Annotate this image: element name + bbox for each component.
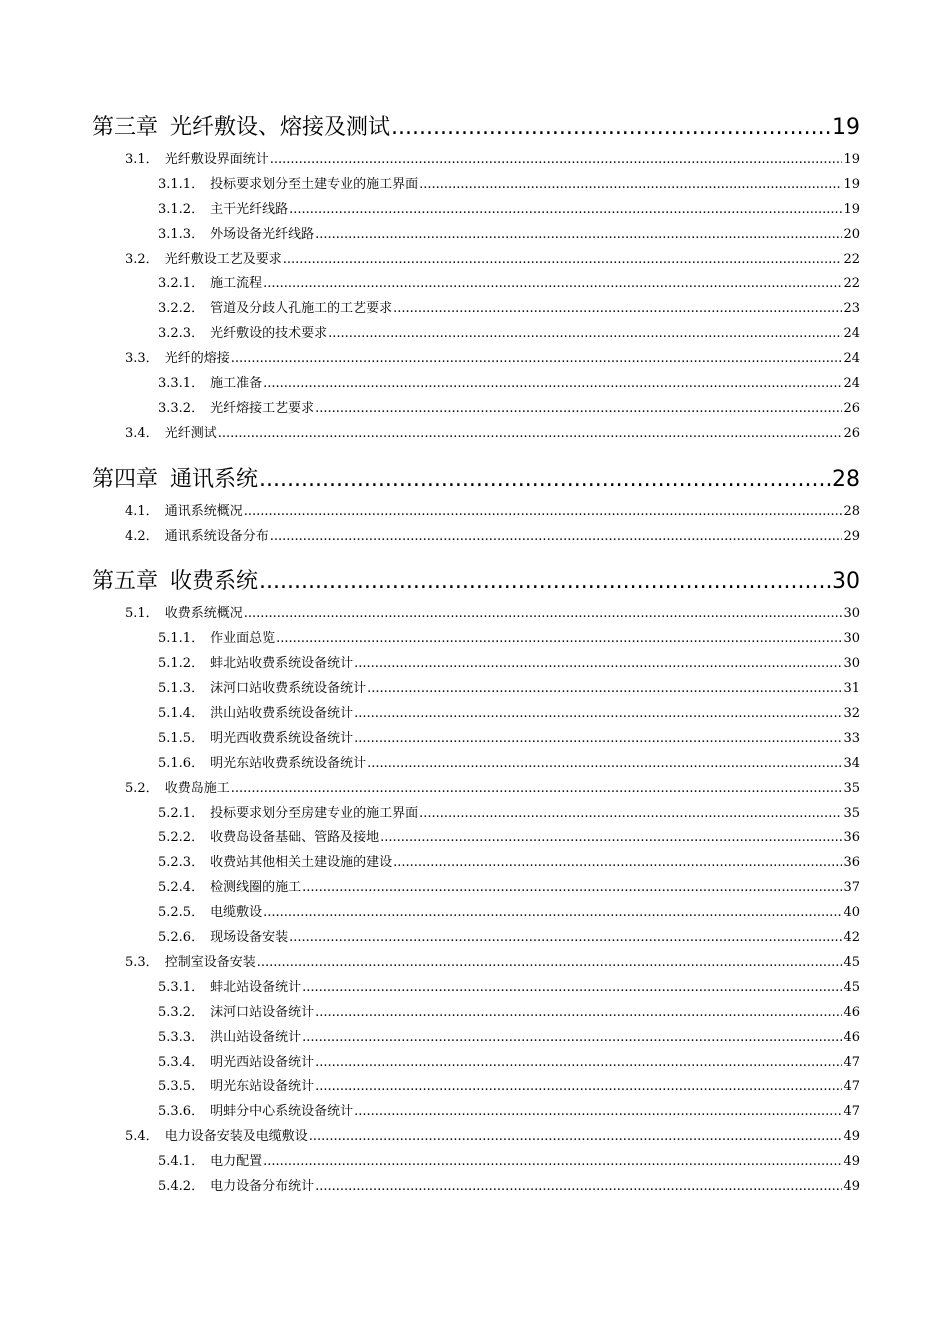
dot-leader	[263, 272, 842, 297]
toc-entry-page-number: 30	[843, 631, 860, 647]
toc-entry-number: 5.3.3．	[158, 1029, 205, 1045]
toc-entry-page-number: 30	[832, 569, 860, 595]
toc-subsection-entry[interactable]	[92, 223, 860, 248]
toc-entry-page-number: 22	[843, 251, 860, 267]
toc-entry-page-number: 24	[843, 326, 860, 342]
toc-section-entry[interactable]	[92, 602, 860, 627]
dot-leader	[393, 851, 842, 876]
toc-entry-number: 5.4.1．	[158, 1154, 205, 1170]
toc-subsection-entry[interactable]	[92, 702, 860, 727]
table-of-contents	[92, 108, 860, 1200]
toc-entry-number: 5.1.3．	[158, 681, 205, 697]
toc-entry-page-number: 23	[843, 301, 860, 317]
toc-subsection-entry[interactable]	[92, 322, 860, 347]
toc-entry-number: 3.1.2．	[158, 201, 205, 217]
dot-leader	[367, 752, 842, 777]
dot-leader	[328, 322, 842, 347]
dot-leader	[270, 148, 843, 173]
toc-entry-number: 第四章	[92, 466, 159, 492]
toc-chapter-entry[interactable]	[92, 108, 860, 148]
toc-entry-title: 明光西收费系统设备统计	[210, 730, 354, 746]
toc-entry-title: 电力设备安装及电缆敷设	[164, 1129, 308, 1145]
toc-subsection-entry[interactable]	[92, 173, 860, 198]
dot-leader	[263, 372, 842, 397]
dot-leader	[259, 460, 831, 500]
dot-leader	[380, 826, 842, 851]
toc-entry-number: 第五章	[92, 569, 159, 595]
toc-entry-page-number: 33	[843, 730, 860, 746]
dot-leader	[367, 677, 842, 702]
toc-entry-number: 5.1.6．	[158, 755, 205, 771]
toc-entry-page-number: 34	[843, 755, 860, 771]
toc-entry-title: 收费系统	[170, 569, 259, 595]
toc-entry-number: 5.1.5．	[158, 730, 205, 746]
dot-leader	[263, 1150, 842, 1175]
toc-entry-page-number: 28	[832, 466, 860, 492]
toc-entry-title: 明光西站设备统计	[210, 1054, 315, 1070]
toc-entry-title: 通讯系统	[170, 466, 259, 492]
dot-leader	[276, 627, 842, 652]
dot-leader	[315, 1175, 842, 1200]
toc-subsection-entry[interactable]	[92, 198, 860, 223]
dot-leader	[302, 976, 842, 1001]
toc-subsection-entry[interactable]	[92, 1026, 860, 1051]
toc-subsection-entry[interactable]	[92, 901, 860, 926]
toc-entry-number: 3.3.1．	[158, 376, 205, 392]
toc-entry-page-number: 47	[843, 1079, 860, 1095]
dot-leader	[419, 802, 842, 827]
section-spacer	[92, 447, 860, 460]
toc-entry-page-number: 37	[843, 880, 860, 896]
toc-entry-number: 3.3．	[125, 351, 159, 367]
dot-leader	[309, 1125, 843, 1150]
toc-entry-title: 现场设备安装	[210, 930, 289, 946]
toc-entry-title: 蚌北站收费系统设备统计	[210, 656, 354, 672]
toc-entry-page-number: 24	[843, 351, 860, 367]
toc-entry-page-number: 32	[843, 706, 860, 722]
dot-leader	[244, 500, 843, 525]
toc-entry-number: 5.3.4．	[158, 1054, 205, 1070]
toc-entry-title: 沫河口站收费系统设备统计	[210, 681, 367, 697]
toc-entry-page-number: 20	[843, 226, 860, 242]
dot-leader	[354, 1100, 842, 1125]
toc-entry-page-number: 26	[843, 425, 860, 441]
dot-leader	[259, 562, 831, 602]
toc-entry-title: 收费站其他相关土建设施的建设	[210, 855, 393, 871]
toc-entry-number: 5.2．	[125, 780, 159, 796]
toc-entry-title: 管道及分歧人孔施工的工艺要求	[210, 301, 393, 317]
toc-entry-page-number: 30	[843, 656, 860, 672]
toc-entry-page-number: 45	[843, 979, 860, 995]
toc-entry-number: 5.2.3．	[158, 855, 205, 871]
toc-entry-title: 控制室设备安装	[164, 954, 256, 970]
toc-section-entry[interactable]	[92, 500, 860, 525]
toc-section-entry[interactable]	[92, 1125, 860, 1150]
toc-entry-number: 4.2．	[125, 528, 159, 544]
toc-entry-number: 3.2.3．	[158, 326, 205, 342]
toc-entry-title: 通讯系统概况	[164, 503, 243, 519]
toc-entry-title: 洪山站收费系统设备统计	[210, 706, 354, 722]
dot-leader	[231, 347, 843, 372]
toc-entry-page-number: 47	[843, 1054, 860, 1070]
toc-entry-title: 光纤熔接工艺要求	[210, 400, 315, 416]
dot-leader	[231, 777, 843, 802]
toc-subsection-entry[interactable]	[92, 372, 860, 397]
dot-leader	[391, 108, 831, 148]
toc-subsection-entry[interactable]	[92, 727, 860, 752]
toc-entry-title: 光纤测试	[164, 425, 217, 441]
toc-entry-title: 光纤敷设的技术要求	[210, 326, 328, 342]
toc-entry-number: 5.3.6．	[158, 1104, 205, 1120]
toc-section-entry[interactable]	[92, 248, 860, 273]
dot-leader	[218, 422, 843, 447]
toc-entry-page-number: 31	[843, 681, 860, 697]
toc-entry-title: 收费岛施工	[164, 780, 230, 796]
toc-entry-page-number: 49	[843, 1178, 860, 1194]
toc-entry-title: 作业面总览	[210, 631, 276, 647]
toc-entry-page-number: 46	[843, 1004, 860, 1020]
toc-subsection-entry[interactable]	[92, 627, 860, 652]
toc-subsection-entry[interactable]	[92, 397, 860, 422]
toc-entry-page-number: 19	[832, 115, 860, 140]
toc-entry-title: 蚌北站设备统计	[210, 979, 302, 995]
toc-entry-number: 5.3.5．	[158, 1079, 205, 1095]
dot-leader	[257, 951, 843, 976]
toc-section-entry[interactable]	[92, 148, 860, 173]
toc-subsection-entry[interactable]	[92, 826, 860, 851]
toc-subsection-entry[interactable]	[92, 1100, 860, 1125]
toc-entry-page-number: 46	[843, 1029, 860, 1045]
toc-subsection-entry[interactable]	[92, 1075, 860, 1100]
dot-leader	[289, 926, 842, 951]
toc-section-entry[interactable]	[92, 422, 860, 447]
dot-leader	[244, 602, 843, 627]
toc-entry-title: 收费系统概况	[164, 606, 243, 622]
toc-entry-number: 3.2.1．	[158, 276, 205, 292]
dot-leader	[315, 223, 842, 248]
toc-entry-page-number: 36	[843, 855, 860, 871]
toc-entry-title: 投标要求划分至房建专业的施工界面	[210, 805, 419, 821]
dot-leader	[315, 1001, 842, 1026]
dot-leader	[354, 652, 842, 677]
dot-leader	[270, 525, 843, 550]
toc-entry-title: 投标要求划分至土建专业的施工界面	[210, 176, 419, 192]
toc-entry-title: 通讯系统设备分布	[164, 528, 269, 544]
toc-entry-title: 检测线圈的施工	[210, 880, 302, 896]
toc-entry-title: 主干光纤线路	[210, 201, 289, 217]
dot-leader	[283, 248, 843, 273]
toc-entry-title: 明光东站设备统计	[210, 1079, 315, 1095]
toc-entry-number: 5.3.1．	[158, 979, 205, 995]
toc-entry-number: 5.2.1．	[158, 805, 205, 821]
toc-entry-number: 3.1．	[125, 152, 159, 167]
toc-entry-page-number: 47	[843, 1104, 860, 1120]
toc-entry-number: 3.1.3．	[158, 226, 205, 242]
toc-entry-title: 电缆敷设	[210, 905, 263, 921]
toc-entry-number: 3.2．	[125, 251, 159, 267]
toc-entry-number: 5.1.2．	[158, 656, 205, 672]
toc-subsection-entry[interactable]	[92, 752, 860, 777]
toc-entry-title: 收费岛设备基础、管路及接地	[210, 830, 380, 846]
toc-subsection-entry[interactable]	[92, 802, 860, 827]
toc-entry-title: 电力配置	[210, 1154, 263, 1170]
toc-entry-title: 光纤敷设、熔接及测试	[170, 115, 391, 140]
dot-leader	[289, 198, 842, 223]
toc-entry-title: 施工流程	[210, 276, 263, 292]
toc-subsection-entry[interactable]	[92, 976, 860, 1001]
toc-entry-page-number: 40	[843, 905, 860, 921]
toc-entry-page-number: 19	[843, 201, 860, 217]
toc-entry-number: 4.1．	[125, 503, 159, 519]
toc-entry-number: 5.3.2．	[158, 1004, 205, 1020]
toc-entry-page-number: 49	[843, 1154, 860, 1170]
dot-leader	[263, 901, 842, 926]
toc-entry-page-number: 36	[843, 830, 860, 846]
dot-leader	[302, 1026, 842, 1051]
toc-entry-number: 5.1．	[125, 606, 159, 622]
toc-entry-number: 第三章	[92, 115, 159, 140]
toc-chapter-entry[interactable]	[92, 460, 860, 500]
toc-subsection-entry[interactable]	[92, 1150, 860, 1175]
toc-entry-title: 光纤敷设工艺及要求	[164, 251, 282, 267]
toc-entry-page-number: 19	[843, 152, 860, 167]
dot-leader	[419, 173, 842, 198]
toc-subsection-entry[interactable]	[92, 1001, 860, 1026]
toc-entry-page-number: 49	[843, 1129, 860, 1145]
dot-leader	[315, 1075, 842, 1100]
toc-entry-title: 明光东站收费系统设备统计	[210, 755, 367, 771]
toc-entry-number: 5.1.1．	[158, 631, 205, 647]
toc-entry-page-number: 22	[843, 276, 860, 292]
toc-subsection-entry[interactable]	[92, 876, 860, 901]
toc-entry-number: 5.4.2．	[158, 1178, 205, 1194]
toc-entry-title: 沫河口站设备统计	[210, 1004, 315, 1020]
toc-subsection-entry[interactable]	[92, 272, 860, 297]
toc-section-entry[interactable]	[92, 951, 860, 976]
toc-entry-number: 3.3.2．	[158, 400, 205, 416]
toc-subsection-entry[interactable]	[92, 677, 860, 702]
toc-entry-page-number: 29	[843, 528, 860, 544]
toc-entry-title: 施工准备	[210, 376, 263, 392]
dot-leader	[315, 1051, 842, 1076]
toc-section-entry[interactable]	[92, 777, 860, 802]
toc-subsection-entry[interactable]	[92, 1051, 860, 1076]
toc-subsection-entry[interactable]	[92, 851, 860, 876]
toc-entry-title: 光纤的熔接	[164, 351, 230, 367]
toc-section-entry[interactable]	[92, 347, 860, 372]
toc-entry-page-number: 35	[843, 805, 860, 821]
toc-entry-title: 电力设备分布统计	[210, 1178, 315, 1194]
dot-leader	[354, 702, 842, 727]
section-spacer	[92, 549, 860, 562]
toc-entry-number: 5.4．	[125, 1129, 159, 1145]
toc-section-entry[interactable]	[92, 525, 860, 550]
dot-leader	[302, 876, 842, 901]
toc-entry-number: 3.1.1．	[158, 176, 205, 192]
toc-entry-title: 外场设备光纤线路	[210, 226, 315, 242]
toc-entry-page-number: 19	[843, 176, 860, 192]
toc-entry-number: 5.2.6．	[158, 930, 205, 946]
toc-entry-title: 明蚌分中心系统设备统计	[210, 1104, 354, 1120]
toc-entry-title: 洪山站设备统计	[210, 1029, 302, 1045]
toc-entry-number: 5.3．	[125, 954, 159, 970]
toc-entry-page-number: 26	[843, 400, 860, 416]
toc-subsection-entry[interactable]	[92, 297, 860, 322]
toc-subsection-entry[interactable]	[92, 652, 860, 677]
toc-entry-number: 5.2.4．	[158, 880, 205, 896]
toc-entry-title: 光纤敷设界面统计	[164, 152, 269, 167]
toc-entry-page-number: 24	[843, 376, 860, 392]
toc-entry-number: 5.2.2．	[158, 830, 205, 846]
toc-entry-page-number: 30	[843, 606, 860, 622]
toc-entry-number: 3.4．	[125, 425, 159, 441]
toc-entry-page-number: 35	[843, 780, 860, 796]
toc-subsection-entry[interactable]	[92, 1175, 860, 1200]
dot-leader	[315, 397, 842, 422]
toc-entry-page-number: 45	[843, 954, 860, 970]
toc-entry-number: 5.2.5．	[158, 905, 205, 921]
dot-leader	[354, 727, 842, 752]
dot-leader	[393, 297, 842, 322]
toc-entry-page-number: 28	[843, 503, 860, 519]
toc-entry-number: 3.2.2．	[158, 301, 205, 317]
toc-chapter-entry[interactable]	[92, 562, 860, 602]
toc-entry-number: 5.1.4．	[158, 706, 205, 722]
toc-entry-page-number: 42	[843, 930, 860, 946]
toc-subsection-entry[interactable]	[92, 926, 860, 951]
